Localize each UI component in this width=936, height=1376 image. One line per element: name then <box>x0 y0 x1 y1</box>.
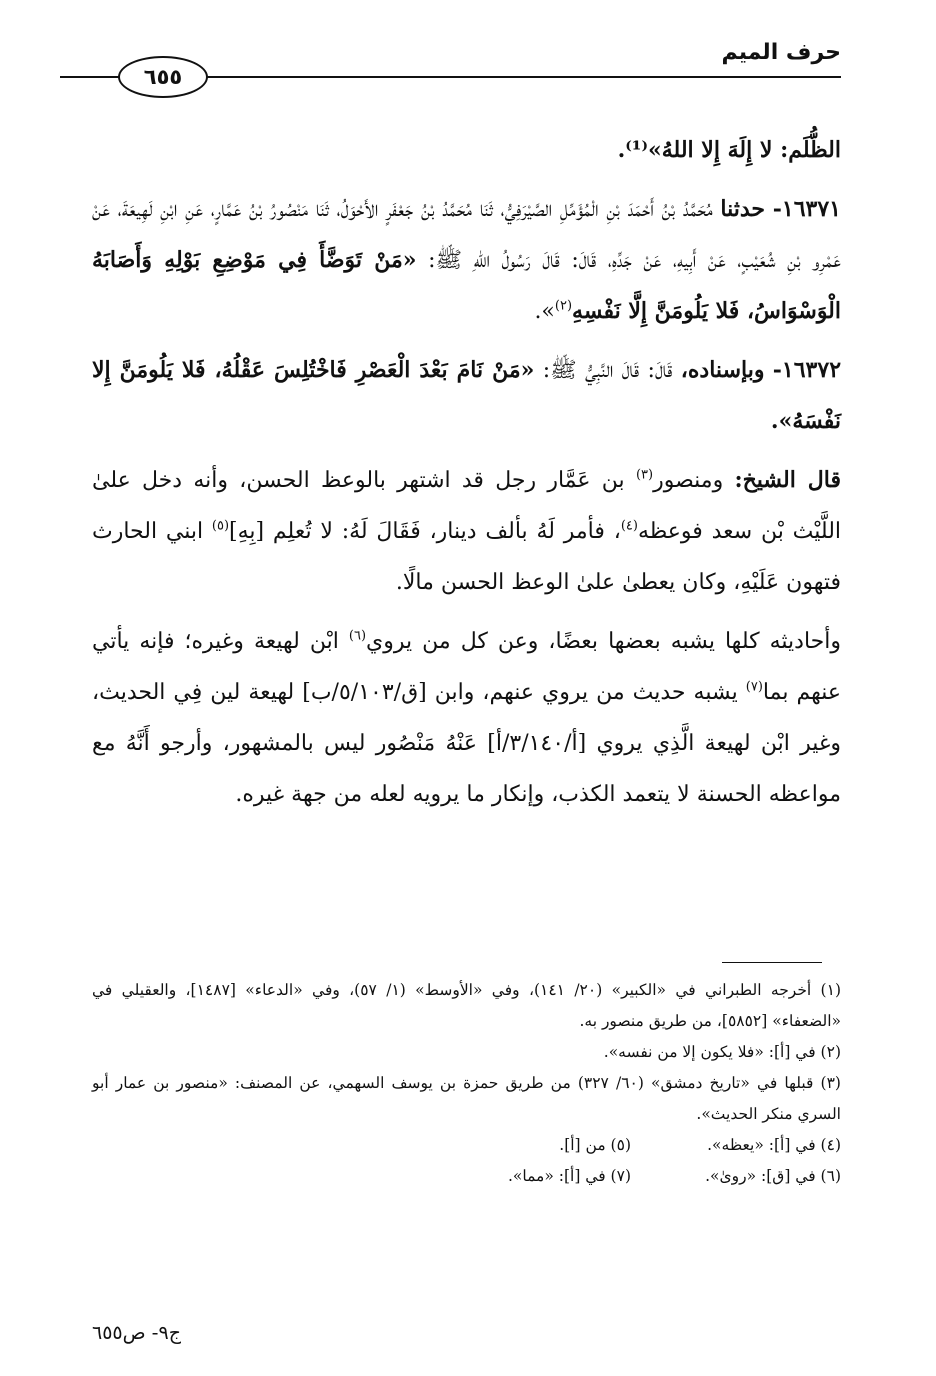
footnote-4: (٤) في [أ]: «يعظه». <box>707 1136 841 1154</box>
sheikh-commentary <box>92 455 841 608</box>
footnote-5: (٥) من [أ]. <box>559 1136 631 1154</box>
commentary-heading: قال الشيخ: <box>734 467 842 493</box>
hadith-opening: وبإسناده، <box>680 357 765 383</box>
footnote-ref-7: (٧) <box>745 679 763 695</box>
footnotes <box>92 975 841 1192</box>
footnote-row <box>92 1161 841 1192</box>
paragraph-0: الظُّلَم: لا إِلَهَ إِلا اللهُ»⁽¹⁾. <box>617 137 841 163</box>
volume-page-reference: ج٩- ص٦٥٥ <box>92 1322 181 1344</box>
footnote-1: (١) أخرجه الطبراني في «الكبير» (٢٠/ ١٤١)، وفي «الأوسط» (١/ ٥٧)، وفي «الدعاء» [١٤٨٧]، والعقيلي في «الضعفاء» [٥٨٥٢]، من طريق منصور به. <box>92 981 841 1030</box>
footnote-7: (٧) في [أ]: «مما». <box>507 1167 631 1185</box>
footnote-ref-4: (٤) <box>620 518 638 534</box>
commentary-text: ومنصور <box>653 468 724 493</box>
commentary-text: يشبه حديث من يروي عنهم، وابن [ق/٥/١٠٣/ب] لهيعة لين فِي الحديث، وغير ابْن لهيعة الَّذِي يروي [أ/٣/١٤٠/أ] عَنْهُ مَنْصُور ليس بالمشهور، وأرجو أَنَّهُ مع مواعظه الحسنة لا يتعمد الكذب، وإنكار ما يرويه لعله من جهة غيره. <box>92 680 841 807</box>
hadith-number: ١٦٣٧١- <box>772 196 841 222</box>
commentary-text: ابْن لهيعة وغيره؛ فإنه يأتي عنهم بما <box>92 629 841 705</box>
footnote-ref-2: (٢) <box>554 298 573 314</box>
isnad-text: مُحَمَّدُ بْنُ أَحْمَدَ بْنِ الْمُؤَمِّلِ الصَّيْرَفِيُّ، ثَنَا مُحَمَّدُ بْنُ جَعْفَرٍ الأَحْوَلُ، ثَنَا مَنْصُورُ بْنُ عَمَّارٍ، عَنِ ابْنِ لَهِيعَةَ، عَنْ عَمْرِو بْنِ شُعَيْبٍ، عَنْ أَبِيهِ، عَنْ جَدِّهِ، قَالَ: قَالَ رَسُولُ اللهِ ﷺ: <box>92 197 842 273</box>
page-number: ٦٥٥ <box>143 65 183 89</box>
commentary-text: بن عَمَّار رجل قد اشتهر بالوعظ الحسن، وأنه دخل علىٰ اللَّيْث بْن سعد فوعظه <box>92 468 842 544</box>
footnote-6: (٦) في [ق]: «روىٰ». <box>705 1167 841 1185</box>
hadith-number: ١٦٣٧٢- <box>772 357 842 383</box>
commentary-text: ابني الحارث فتهون عَلَيْهِ، وكان يعطىٰ علىٰ الوعظ الحسن مالًا. <box>92 519 841 595</box>
footnote-ref-5: (٥) <box>211 518 230 534</box>
footnote-2: (٢) في [أ]: «فلا يكون إلا من نفسه». <box>603 1043 841 1061</box>
footnote-ref-3: (٣) <box>635 467 654 483</box>
page-number-oval <box>118 56 208 98</box>
matn-quote: «مَنْ تَوَضَّأَ فِي مَوْضِعِ بَوْلِهِ وَأَصَابَهُ الْوَسْوَاسُ، فَلا يَلُومَنَّ إِلَّا نَفْسِهِ <box>92 247 841 324</box>
main-text <box>92 125 841 828</box>
hadith-opening: حدثنا <box>720 196 766 222</box>
footnote-ref-6: (٦) <box>348 628 367 644</box>
footnote-separator <box>722 962 822 963</box>
commentary-paragraph <box>92 616 841 820</box>
commentary-text: وأحاديثه كلها يشبه بعضها بعضًا، وعن كل من يروي <box>366 629 841 654</box>
footnote-3: (٣) قبلها في «تاريخ دمشق» (٦٠/ ٣٢٧) من طريق حمزة بن يوسف السهمي، عن المصنف: «منصور بن عمار أبو السري منكر الحديث». <box>92 1074 841 1123</box>
commentary-text: ، فأمر لَهُ بألف دينار، فَقَالَ لَهُ: لا تُعلِم [بِهِ] <box>229 519 621 544</box>
hadith-16371 <box>92 184 841 337</box>
hadith-16372 <box>92 345 841 447</box>
matn-quote: «مَنْ نَامَ بَعْدَ الْعَصْرِ فَاخْتُلِسَ عَقْلُهُ، فَلا يَلُومَنَّ إِلا نَفْسَهُ». <box>92 357 841 434</box>
quote-end: ». <box>534 299 555 324</box>
running-head: حرف الميم <box>721 40 841 65</box>
isnad-text: قَالَ: قَالَ النَّبِيُّ ﷺ: <box>542 358 673 383</box>
footnote-row <box>92 1130 841 1161</box>
